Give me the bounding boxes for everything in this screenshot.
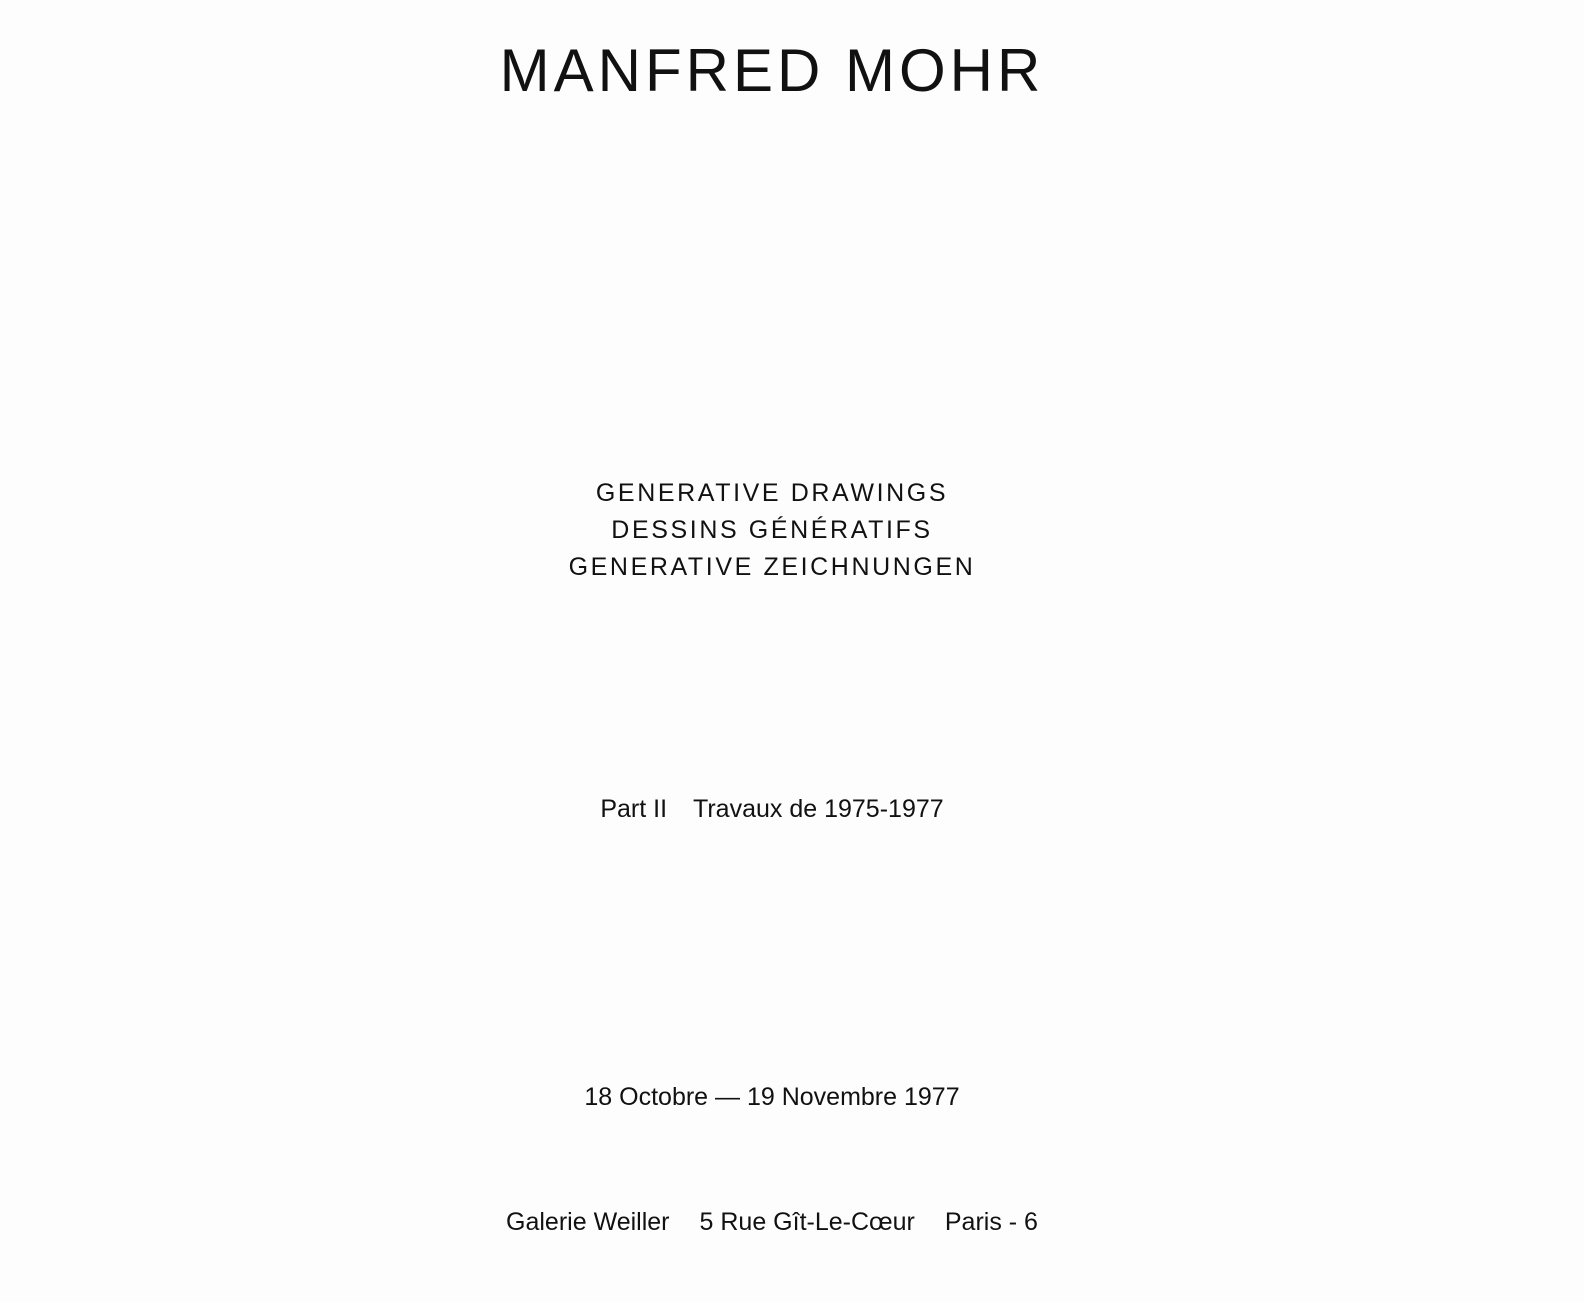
gallery-name: Galerie Weiller	[506, 1208, 670, 1236]
title-german: GENERATIVE ZEICHNUNGEN	[568, 553, 976, 581]
part-label: Part II	[600, 795, 668, 823]
venue-line	[0, 1206, 1544, 1238]
exhibition-titles	[0, 475, 1544, 586]
part-line	[0, 793, 1544, 825]
title-english: GENERATIVE DRAWINGS	[595, 479, 949, 507]
artist-name: MANFRED MOHR	[499, 37, 1045, 104]
gallery-address: 5 Rue Gît-Le-Cœur	[699, 1208, 915, 1236]
exhibition-dates: 18 Octobre — 19 Novembre 1977	[584, 1083, 960, 1111]
title-french: DESSINS GÉNÉRATIFS	[611, 516, 933, 544]
gallery-city: Paris - 6	[944, 1208, 1038, 1236]
works-period: Travaux de 1975-1977	[693, 795, 944, 823]
